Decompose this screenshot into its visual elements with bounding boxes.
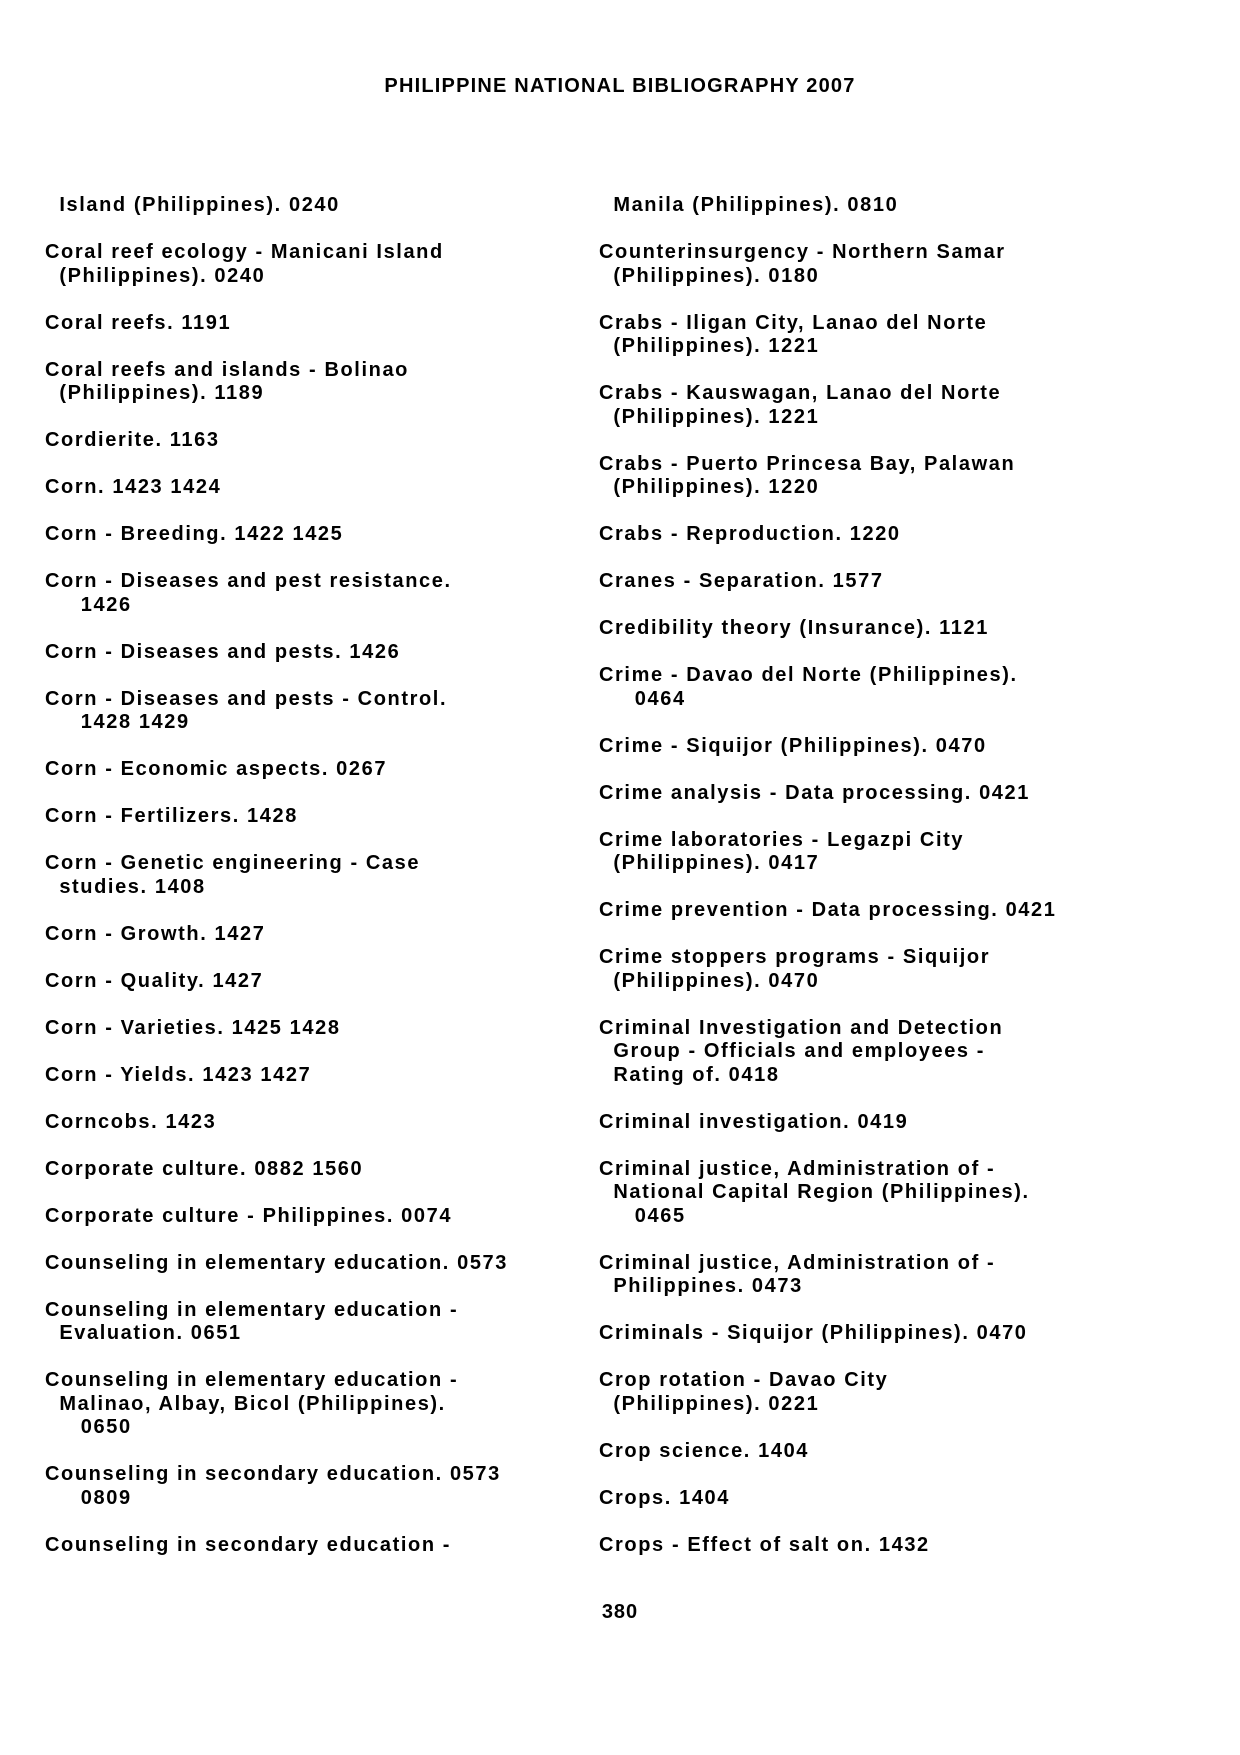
index-entry-line: Crabs - Puerto Princesa Bay, Palawan (599, 452, 1016, 475)
index-entry-line: 0465 (599, 1204, 686, 1227)
index-entry-line: Coral reef ecology - Manicani Island (45, 241, 444, 263)
index-entry (599, 782, 1030, 806)
index-entry-line: Coral reefs. 1191 (45, 311, 232, 334)
index-entry (45, 1299, 458, 1346)
index-entry-line: 1428 1429 (45, 711, 190, 733)
index-entry-line: (Philippines). 0221 (599, 1392, 820, 1415)
index-entry (599, 382, 1001, 429)
index-entry (45, 641, 400, 665)
index-entry (599, 1322, 1028, 1346)
index-entry-line: Crabs - Reproduction. 1220 (599, 523, 901, 545)
index-entry (599, 312, 987, 359)
index-entry-line: Criminals - Siquijor (Philippines). 0470 (599, 1322, 1028, 1344)
index-entry-line: (Philippines). 1221 (599, 405, 820, 428)
index-entry (45, 688, 447, 735)
index-entry (45, 523, 343, 547)
index-entry-line: (Philippines). 0240 (45, 264, 266, 287)
index-entry-line: Crops. 1404 (599, 1486, 730, 1509)
index-entry-line: Coral reefs and islands - Bolinao (45, 358, 409, 381)
index-entry-line: Corn - Diseases and pests - Control. (45, 687, 448, 710)
index-entry-line: Corn - Quality. 1427 (45, 969, 264, 992)
index-entry (599, 194, 898, 218)
index-entry (599, 523, 901, 547)
index-entry-line: 0650 (45, 1416, 132, 1438)
index-entry (599, 946, 990, 993)
index-entry-line: Counseling in elementary education - (45, 1369, 459, 1391)
index-entry (45, 1017, 341, 1041)
index-entry-line: Crime - Davao del Norte (Philippines). (599, 664, 1018, 686)
index-entry-line: Corn. 1423 1424 (45, 476, 222, 498)
index-entry-line: Corn - Economic aspects. 0267 (45, 758, 388, 780)
index-entry-line: Philippines. 0473 (599, 1275, 803, 1297)
index-entry (45, 923, 265, 947)
index-entry-line: Cordierite. 1163 (45, 429, 220, 451)
index-entry-line: Manila (Philippines). 0810 (599, 194, 899, 216)
index-entry-line: Crops - Effect of salt on. 1432 (599, 1533, 930, 1556)
index-entry (599, 1534, 930, 1558)
index-entry (599, 1017, 1003, 1088)
index-entry-line: Evaluation. 0651 (45, 1322, 242, 1344)
index-entry (599, 1440, 809, 1464)
index-entry (599, 241, 1006, 288)
index-entry-line: (Philippines). 1221 (599, 335, 820, 357)
index-entry-line: (Philippines). 1220 (599, 476, 820, 498)
index-entry (599, 664, 1018, 711)
index-entry-line: Crabs - Iligan City, Lanao del Norte (599, 311, 988, 334)
index-entry-line: Credibility theory (Insurance). 1121 (599, 617, 989, 639)
index-entry (599, 617, 989, 641)
index-entry-line: Corncobs. 1423 (45, 1110, 217, 1133)
index-entry (45, 476, 221, 500)
index-entry-line: Crop science. 1404 (599, 1439, 810, 1462)
index-entry-line: Criminal Investigation and Detection (599, 1016, 1004, 1039)
index-entry-line: Group - Officials and employees - (599, 1040, 986, 1062)
index-entry (599, 735, 987, 759)
index-entry (45, 1111, 216, 1135)
index-entry-line: Corn - Growth. 1427 (45, 922, 266, 945)
index-entry-line: Crime - Siquijor (Philippines). 0470 (599, 734, 987, 757)
index-entry-line: (Philippines). 0470 (599, 969, 820, 992)
index-entry-line: Corporate culture - Philippines. 0074 (45, 1204, 453, 1227)
index-entry (599, 1252, 995, 1299)
index-entry (45, 194, 340, 218)
index-entry-line: Counterinsurgency - Northern Samar (599, 241, 1006, 263)
index-entry-line: Corn - Diseases and pest resistance. (45, 570, 452, 592)
index-entry-line: Criminal investigation. 0419 (599, 1110, 909, 1133)
index-entry (45, 241, 444, 288)
index-entry-line: Corn - Yields. 1423 1427 (45, 1063, 312, 1086)
index-entry (599, 1487, 730, 1511)
index-entry (599, 1158, 1030, 1229)
index-entry-line: Counseling in elementary education - (45, 1298, 459, 1321)
index-entry-line: Island (Philippines). 0240 (45, 194, 340, 216)
index-entry-line: Counseling in elementary education. 0573 (45, 1251, 509, 1274)
index-entry (45, 1463, 501, 1510)
index-entry (45, 359, 409, 406)
index-entry-line: Counseling in secondary education - (45, 1533, 452, 1556)
index-entry-line: Counseling in secondary education. 0573 (45, 1463, 501, 1485)
index-entry (45, 570, 452, 617)
index-entry-line: (Philippines). 0417 (599, 852, 820, 874)
index-entry-line: Criminal justice, Administration of - (599, 1157, 996, 1180)
index-entry (45, 1369, 458, 1440)
index-entry (45, 852, 420, 899)
index-entry-line: Rating of. 0418 (599, 1063, 780, 1086)
index-entry (599, 570, 884, 594)
index-entry-line: Crime stoppers programs - Siquijor (599, 946, 991, 968)
index-entry-line: Crop rotation - Davao City (599, 1369, 889, 1391)
index-entry-line: (Philippines). 1189 (45, 382, 265, 404)
index-entry (45, 758, 387, 782)
index-entry-line: 0464 (599, 687, 686, 710)
index-entry (599, 1369, 888, 1416)
index-entry (45, 1064, 311, 1088)
index-entry (599, 1111, 908, 1135)
index-entry (45, 1534, 451, 1558)
index-entry-line: Corn - Varieties. 1425 1428 (45, 1016, 341, 1039)
index-entry-line: Criminal justice, Administration of - (599, 1251, 996, 1274)
index-entry (599, 829, 964, 876)
index-entry-line: studies. 1408 (45, 875, 206, 898)
page-title: PHILIPPINE NATIONAL BIBLIOGRAPHY 2007 (384, 75, 856, 97)
index-entry (599, 453, 1015, 500)
index-entry-line: Corn - Breeding. 1422 1425 (45, 523, 344, 545)
index-entry-line: National Capital Region (Philippines). (599, 1181, 1030, 1203)
page-number: 380 (601, 1601, 639, 1623)
index-entry-line: Malinao, Albay, Bicol (Philippines). (45, 1392, 446, 1415)
index-entry-line: (Philippines). 0180 (599, 264, 820, 287)
index-entry-line: Corporate culture. 0882 1560 (45, 1157, 364, 1180)
index-entry-line: Corn - Fertilizers. 1428 (45, 805, 298, 827)
index-entry (599, 899, 1056, 923)
index-entry-line: Crime laboratories - Legazpi City (599, 828, 965, 851)
index-entry-line: Cranes - Separation. 1577 (599, 570, 884, 592)
index-entry-line: 0809 (45, 1486, 132, 1509)
index-entry (45, 805, 298, 829)
index-entry (45, 1158, 363, 1182)
index-entry (45, 970, 263, 994)
index-entry (45, 312, 231, 336)
index-entry-line: Crime prevention - Data processing. 0421 (599, 899, 1057, 921)
index-entry-line: Crabs - Kauswagan, Lanao del Norte (599, 382, 1002, 404)
index-entry (45, 1205, 452, 1229)
index-entry-line: 1426 (45, 593, 132, 616)
index-entry (45, 1252, 508, 1276)
index-entry-line: Corn - Diseases and pests. 1426 (45, 640, 401, 663)
index-entry-line: Crime analysis - Data processing. 0421 (599, 781, 1030, 804)
index-entry-line: Corn - Genetic engineering - Case (45, 852, 421, 874)
index-entry (45, 429, 220, 453)
